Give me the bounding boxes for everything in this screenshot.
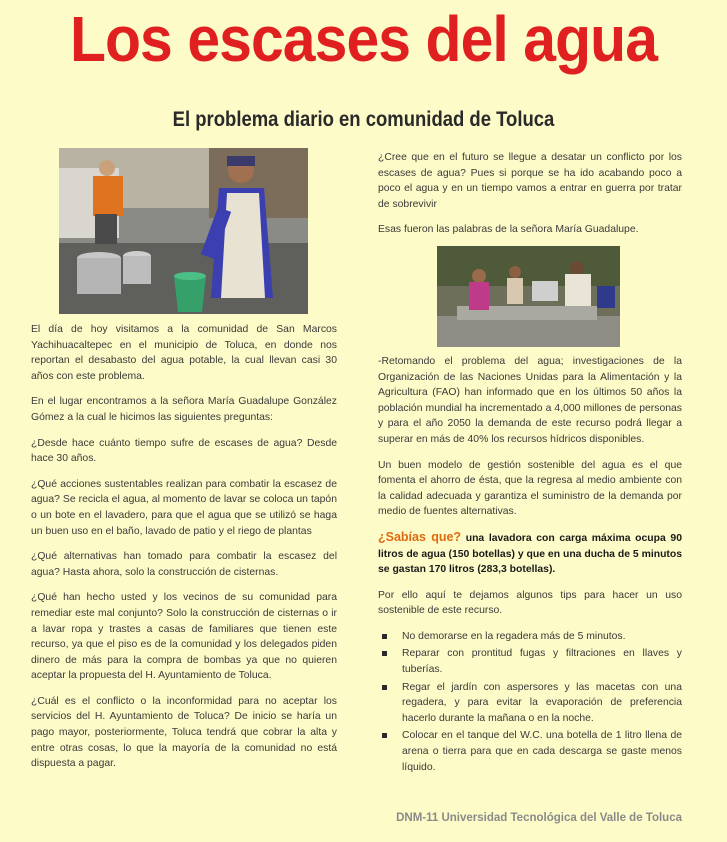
paragraph: Un buen modelo de gestión sostenible del agua es el que fomenta el ahorro de ésta, que la regresa al medio ambiente con la calidad adecuada y garantiza el suministro de la demanda por medio de fuentes alternativas. [378,459,682,518]
paragraph: Esas fueron las palabras de la señora María Guadalupe. [378,224,639,236]
paragraph: ¿Desde hace cuánto tiempo sufre de escases de agua? Desde hace 30 años. [31,437,337,465]
bullet-icon [382,685,387,690]
paragraph: El día de hoy visitamos a la comunidad de San Marcos Yachihuacaltepec en el municipio de Toluca, en donde nos reportan el desabasto del agua potable, la cual llevan casi 30 años con este problema. [31,324,337,382]
bullet-icon [382,733,387,738]
sabias-que-callout [378,530,682,578]
tip-text: Regar el jardín con aspersores y las macetas con una regadera, y para evitar la evaporación de preferencia hacerlo durante la mañana o en la noche. [402,681,682,724]
paragraph: ¿Qué alternativas han tomado para combatir la escasez del agua? Hasta ahora, solo la construcción de cisternas. [31,551,337,578]
tip-text: No demorarse en la regadera más de 5 minutos. [402,630,626,642]
list-item [378,629,682,645]
right-column [378,150,682,777]
tips-intro: Por ello aquí te dejamos algunos tips para hacer un uso sostenible de este recurso. [378,589,682,617]
list-item [378,646,682,677]
article-title: Los escases del agua [69,3,658,75]
paragraph: ¿Cree que en el futuro se llegue a desatar un conflicto por los escases de agua? Pues si porque se ha ido acabando poco a poco el agua y en un tiempo vamos a entrar en guerra por tratar de sobrevivir [378,152,682,210]
paragraph: ¿Qué han hecho usted y los vecinos de su comunidad para remediar este mal conjunto? Solo la construcción de cisternas o ir a lavar ropa y trastes a casas de familiares que tienen este recurso, ya que el piso es de la comunidad y los delegados piden dinero de más para la compra de bombas ya que no quieren aceptar la propuesta del H. Ayuntamiento de Toluca. [31,592,337,682]
paragraph: ¿Cuál es el conflicto o la inconformidad para no aceptar los servicios del H. Ayuntamiento de Toluca? De inicio se haría un pago mayor, posteriormente, Toluca tendrá que cobrar la alta y entre otras cosas, lo que la mayoría de la comunidad no está dispuesta a pagar. [31,695,337,770]
left-column [31,322,337,782]
paragraph: En el lugar encontramos a la señora María Guadalupe González Gómez a la cual le hicimos las siguientes preguntas: [31,396,337,423]
sabias-que-text: una lavadora con carga máxima ocupa 90 litros de agua (150 botellas) y que en una ducha de 5 minutos se gastan 170 litros (283,3 botellas). [378,532,682,576]
photo-woman-filling-buckets [59,148,308,314]
tips-list [378,629,682,775]
article-subtitle: El problema diario en comunidad de Toluca [172,108,555,131]
bullet-icon [382,634,387,639]
footer-credit: DNM-11 Universidad Tecnológica del Valle de Toluca [396,812,682,824]
list-item [378,680,682,727]
paragraph: ¿Qué acciones sustentables realizan para combatir la escasez de agua? Se recicla el agua, al momento de lavar se coloca un tapón o un bote en el lavadero, para que el agua que se utilizó se haga un buen uso en el baño, lavado de patio y el riego de plantas [31,478,337,537]
tip-text: Colocar en el tanque del W.C. una botella de 1 litro llena de arena o tierra para que en cada descarga se gaste menos líquido. [402,730,682,773]
paragraph: -Retomando el problema del agua; investigaciones de la Organización de las Naciones Unidas para la Alimentación y la Agricultura (FAO) han informado que en los últimos 50 años la población mundial ha incrementado a 4,000 millones de personas y para el año 2050 la demanda de este recurso podrá llegar a superar en más de 40% los recursos hídricos disponibles. [378,355,682,445]
sabias-que-label: ¿Sabías que? [378,529,462,544]
tip-text: Reparar con prontitud fugas y filtraciones en llaves y tuberías. [402,648,682,676]
photo-spacer [378,248,682,354]
bullet-icon [382,651,387,656]
list-item [378,728,682,775]
